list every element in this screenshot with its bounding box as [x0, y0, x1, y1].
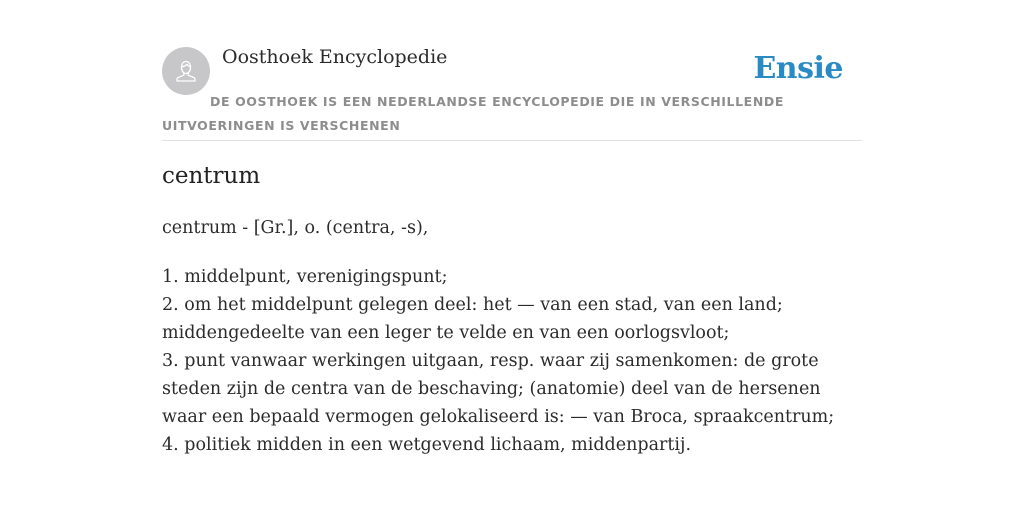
definition-line: 3. punt vanwaar werkingen uitgaan, resp. waar zij samenkomen: de grote steden zijn de centra van de beschaving; (anatomie) deel van de hersenen waar een bepaald vermogen gelokaliseerd is: — van Broca, spraakcentrum;	[162, 351, 835, 427]
definition-line: 4. politiek midden in een wetgevend lichaam, middenpartij.	[162, 435, 692, 455]
entry-lead: centrum - [Gr.], o. (centra, -s),	[162, 218, 429, 238]
page-container	[162, 0, 862, 455]
entry-definition	[162, 263, 862, 459]
site-name[interactable]: Oosthoek Encyclopedie	[222, 46, 448, 68]
entry-title: centrum	[162, 163, 261, 189]
source-header	[162, 0, 862, 141]
site-tagline: DE OOSTHOEK IS EEN NEDERLANDSE ENCYCLOPEDIE DIE IN VERSCHILLENDE UITVOERINGEN IS VERSCHENEN	[162, 94, 784, 133]
user-silhouette-icon	[171, 56, 201, 86]
brand-logo[interactable]: Ensie	[753, 51, 843, 86]
definition-line: 2. om het middelpunt gelegen deel: het — van een stad, van een land; middengedeelte van een leger te velde en van een oorlogsvloot;	[162, 295, 783, 343]
definition-line: 1. middelpunt, verenigingspunt;	[162, 267, 448, 287]
avatar[interactable]	[162, 47, 210, 95]
